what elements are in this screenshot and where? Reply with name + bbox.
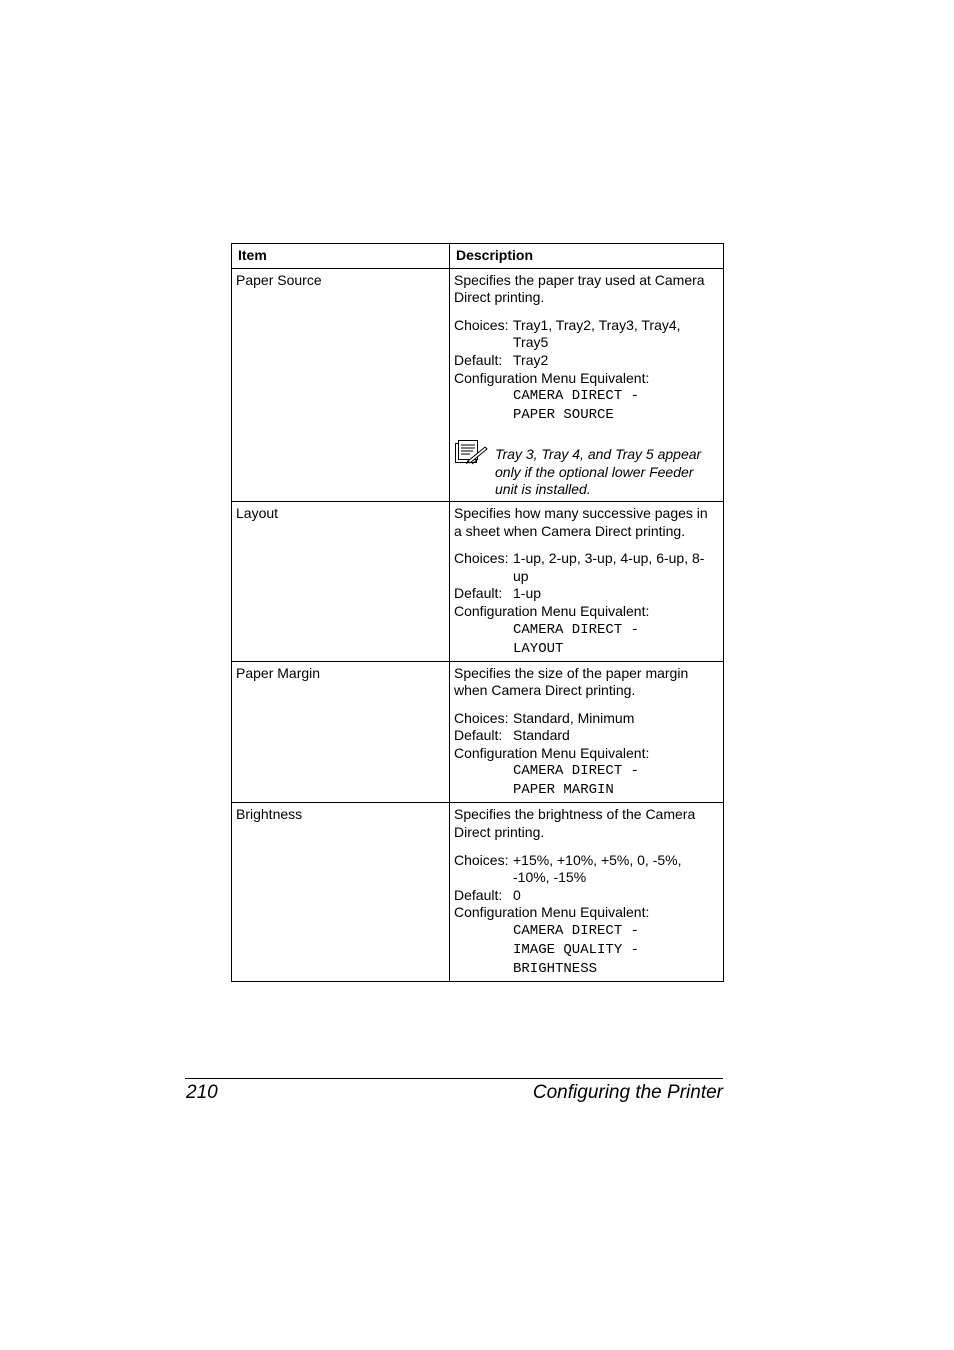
table-row <box>232 803 724 982</box>
footer-divider <box>185 1078 723 1079</box>
choices-label: Choices: <box>454 709 509 726</box>
default-label: Default: <box>454 886 503 903</box>
item-cell: Brightness <box>232 803 450 982</box>
default-label: Default: <box>454 585 503 602</box>
choices-line <box>454 852 719 887</box>
config-label: Configuration Menu Equivalent: <box>454 369 650 386</box>
default-value: 1-up <box>513 585 542 602</box>
config-path-line: PAPER MARGIN <box>513 782 614 799</box>
choices-label: Choices: <box>454 550 509 567</box>
table-row <box>232 501 724 661</box>
chapter-title: Configuring the Printer <box>532 1082 723 1103</box>
table-header-row <box>232 244 724 269</box>
choices-line <box>454 317 719 352</box>
config-label: Configuration Menu Equivalent: <box>454 904 650 921</box>
default-label: Default: <box>454 351 503 368</box>
description-cell <box>450 268 724 501</box>
config-label: Configuration Menu Equivalent: <box>454 602 650 619</box>
config-path-line: IMAGE QUALITY - <box>513 942 640 959</box>
note-text: Tray 3, Tray 4, and Tray 5 appear only if the optional lower Feeder unit is installed. <box>495 446 702 498</box>
column-header-item: Item <box>232 244 450 269</box>
description-cell <box>450 803 724 982</box>
config-path-line: LAYOUT <box>513 640 564 657</box>
choices-value: 1-up, 2-up, 3-up, 4-up, 6-up, 8-up <box>513 550 705 584</box>
default-line <box>454 727 719 745</box>
description-cell <box>450 661 724 803</box>
choices-value: +15%, +10%, +5%, 0, -5%, -10%, -15% <box>513 851 682 886</box>
choices-label: Choices: <box>454 316 509 333</box>
choices-label: Choices: <box>454 851 509 868</box>
default-line <box>454 585 719 603</box>
choices-value: Tray1, Tray2, Tray3, Tray4, Tray5 <box>513 316 681 351</box>
note-pencil-icon <box>454 439 495 499</box>
choices-line <box>454 710 719 728</box>
default-value: Tray2 <box>513 351 549 368</box>
table-row <box>232 268 724 501</box>
page-number: 210 <box>186 1082 218 1103</box>
settings-table <box>231 243 724 982</box>
config-path-line: PAPER SOURCE <box>513 407 614 424</box>
item-summary: Specifies how many successive pages in a sheet when Camera Direct printing. <box>454 504 708 539</box>
choices-value: Standard, Minimum <box>513 709 635 726</box>
config-path-line: BRIGHTNESS <box>513 961 598 978</box>
item-summary: Specifies the size of the paper margin when Camera Direct printing. <box>454 664 689 699</box>
item-cell: Layout <box>232 501 450 661</box>
description-cell <box>450 501 724 661</box>
note <box>454 439 719 499</box>
choices-line <box>454 550 719 585</box>
default-value: Standard <box>513 727 570 744</box>
item-cell: Paper Margin <box>232 661 450 803</box>
column-header-description: Description <box>450 244 724 269</box>
item-cell: Paper Source <box>232 268 450 501</box>
default-line <box>454 887 719 905</box>
table-row <box>232 661 724 803</box>
default-label: Default: <box>454 727 503 744</box>
default-value: 0 <box>513 886 521 903</box>
default-line <box>454 352 719 370</box>
item-summary: Specifies the brightness of the Camera Direct printing. <box>454 806 696 841</box>
config-path-line: CAMERA DIRECT - <box>513 388 640 405</box>
config-path-line: CAMERA DIRECT - <box>513 621 640 638</box>
config-label: Configuration Menu Equivalent: <box>454 744 650 761</box>
config-path-line: CAMERA DIRECT - <box>513 763 640 780</box>
item-summary: Specifies the paper tray used at Camera Direct printing. <box>454 271 705 306</box>
config-path-line: CAMERA DIRECT - <box>513 923 640 940</box>
